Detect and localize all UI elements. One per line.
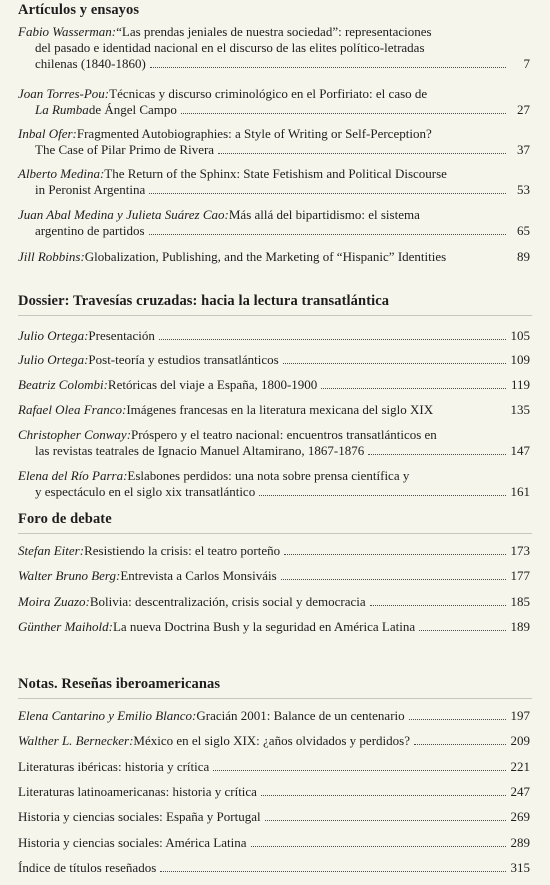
entry-title-cont: The Case of Pilar Primo de Rivera [35, 142, 215, 157]
toc-entry[interactable] [18, 377, 530, 393]
toc-entry[interactable] [18, 126, 530, 158]
dot-leader [160, 870, 506, 872]
toc-entry[interactable] [18, 619, 530, 635]
page-number: 289 [510, 835, 530, 850]
dot-leader [265, 819, 506, 821]
entry-title: Imágenes francesas en la literatura mexicana del siglo XIX [126, 402, 434, 417]
page-number: 27 [517, 102, 530, 117]
page-number: 53 [517, 182, 530, 197]
entry-author: Julio Ortega: [18, 352, 89, 367]
entry-author: Joan Torres-Pou: [18, 86, 110, 101]
toc-entry[interactable] [18, 568, 530, 584]
entry-title: Fragmented Autobiographies: a Style of Writing or Self-Perception? [76, 126, 432, 141]
page-number: 119 [510, 377, 530, 392]
dot-leader [281, 578, 506, 580]
dot-leader [368, 453, 506, 455]
entry-title: México en el siglo XIX: ¿años olvidados y perdidos? [133, 733, 410, 748]
entry-title-cont: in Peronist Argentina [35, 182, 146, 197]
entry-title: Eslabones perdidos: una nota sobre prensa científica y [127, 468, 410, 483]
toc-entry[interactable] [18, 708, 530, 724]
dot-leader [150, 66, 506, 68]
toc-entry[interactable] [18, 543, 530, 559]
entry-title: The Return of the Sphinx: State Fetishism and Political Discourse [104, 166, 447, 181]
entry-title: Post-teoría y estudios transatlánticos [88, 352, 279, 367]
entry-author: Moira Zuazo: [18, 594, 90, 609]
page-number: 221 [510, 759, 530, 774]
dot-leader [259, 494, 506, 496]
entry-title-cont: las revistas teatrales de Ignacio Manuel Altamirano, 1867-1876 [35, 443, 365, 458]
toc-entry[interactable] [18, 328, 530, 344]
entry-author: Alberto Medina: [18, 166, 105, 181]
entry-title: Literaturas ibéricas: historia y crítica [18, 759, 210, 774]
dot-leader [218, 152, 506, 154]
entry-author: Julio Ortega: [18, 328, 89, 343]
toc-entry[interactable] [18, 784, 530, 800]
toc-entry[interactable] [18, 468, 530, 500]
dot-leader [321, 387, 506, 389]
entry-title: Presentación [88, 328, 155, 343]
page-number: 269 [510, 809, 530, 824]
page-number: 189 [510, 619, 530, 634]
page-number: 315 [510, 860, 530, 875]
entry-author: Beatriz Colombi: [18, 377, 108, 392]
page-number: 89 [517, 249, 530, 264]
page-number: 185 [510, 594, 530, 609]
entry-author: Günther Maihold: [18, 619, 113, 634]
entry-title: Historia y ciencias sociales: América Latina [18, 835, 247, 850]
entry-title-cont: chilenas (1840-1860) [35, 56, 146, 71]
section-title-foro: Foro de debate [18, 511, 112, 527]
entry-author: Stefan Eiter: [18, 543, 85, 558]
entry-title: Bolivia: descentralización, crisis social y democracia [89, 594, 366, 609]
entry-title: Técnicas y discurso criminológico en el Porfiriato: el caso de [109, 86, 428, 101]
entry-author: Juan Abal Medina y Julieta Suárez Cao: [18, 207, 229, 222]
dot-leader [213, 769, 506, 771]
page-number: 109 [510, 352, 530, 367]
page-number: 7 [523, 56, 530, 71]
divider [18, 533, 532, 534]
dot-leader [149, 192, 506, 194]
entry-title-cont: de Ángel Campo [88, 102, 177, 117]
toc-entry[interactable] [18, 207, 530, 239]
section-title-notas: Notas. Reseñas iberoamericanas [18, 676, 221, 692]
entry-author: Jill Robbins: [18, 249, 85, 264]
entry-title: Próspero y el teatro nacional: encuentros transatlánticos en [131, 427, 437, 442]
entry-title-cont: argentino de partidos [35, 223, 145, 238]
dot-leader [159, 338, 506, 340]
page-number: 147 [510, 443, 530, 458]
entry-author: Inbal Ofer: [18, 126, 77, 141]
entry-title: Literaturas latinoamericanas: historia y crítica [18, 784, 257, 799]
entry-author: Elena Cantarino y Emilio Blanco: [18, 708, 197, 723]
entry-title: Más allá del bipartidismo: el sistema [228, 207, 420, 222]
page-number: 161 [510, 484, 530, 499]
entry-title-cont: y espectáculo en el siglo xix transatlántico [35, 484, 256, 499]
entry-work-title: La Rumba [35, 102, 89, 117]
entry-title: Índice de títulos reseñados [18, 860, 157, 875]
toc-entry[interactable] [18, 249, 530, 265]
entry-title: Globalization, Publishing, and the Marketing of “Hispanic” Identities [84, 249, 447, 264]
page-number: 135 [510, 402, 530, 417]
entry-author: Elena del Río Parra: [18, 468, 128, 483]
page-number: 65 [517, 223, 530, 238]
dot-leader [284, 553, 506, 555]
dot-leader [181, 112, 506, 114]
page-number: 105 [510, 328, 530, 343]
entry-author: Christopher Conway: [18, 427, 132, 442]
toc-entry[interactable] [18, 166, 530, 198]
entry-title-cont: del pasado e identidad nacional en el discurso de las elites político-letradas [35, 40, 425, 55]
dot-leader [409, 718, 506, 720]
page-number: 177 [510, 568, 530, 583]
section-title-articulos: Artículos y ensayos [18, 2, 140, 18]
toc-entry[interactable] [18, 86, 530, 118]
page-number: 209 [510, 733, 530, 748]
dot-leader [370, 604, 506, 606]
page-number: 37 [517, 142, 530, 157]
section-title-dossier: Dossier: Travesías cruzadas: hacia la lectura transatlántica [18, 293, 390, 309]
toc-entry[interactable] [18, 809, 530, 825]
dot-leader [283, 362, 506, 364]
entry-title: La nueva Doctrina Bush y la seguridad en América Latina [112, 619, 416, 634]
dot-leader [261, 794, 506, 796]
entry-title: Resistiendo la crisis: el teatro porteño [84, 543, 281, 558]
dot-leader [419, 629, 506, 631]
entry-title: Entrevista a Carlos Monsiváis [120, 568, 277, 583]
divider [18, 698, 532, 699]
entry-author: Walther L. Bernecker: [18, 733, 134, 748]
toc-entry[interactable] [18, 352, 530, 368]
dot-leader [251, 845, 507, 847]
entry-title: “Las prendas jeniales de nuestra sociedad”: representaciones [116, 24, 432, 39]
dot-leader [414, 743, 506, 745]
toc-entry[interactable] [18, 759, 530, 775]
dot-leader [149, 233, 506, 235]
toc-entry[interactable] [18, 835, 530, 851]
entry-author: Fabio Wasserman: [18, 24, 117, 39]
divider [18, 315, 532, 316]
entry-title: Historia y ciencias sociales: España y Portugal [18, 809, 261, 824]
toc-entry[interactable] [18, 860, 530, 876]
entry-author: Rafael Olea Franco: [18, 402, 127, 417]
page-number: 197 [510, 708, 530, 723]
toc-entry[interactable] [18, 594, 530, 610]
page-number: 247 [510, 784, 530, 799]
entry-author: Walter Bruno Berg: [18, 568, 121, 583]
toc-entry[interactable] [18, 733, 530, 749]
entry-title: Gracián 2001: Balance de un centenario [196, 708, 405, 723]
toc-entry[interactable] [18, 427, 530, 459]
toc-entry[interactable] [18, 402, 530, 418]
toc-entry[interactable] [18, 24, 530, 72]
entry-title: Retóricas del viaje a España, 1800-1900 [107, 377, 318, 392]
page-number: 173 [510, 543, 530, 558]
